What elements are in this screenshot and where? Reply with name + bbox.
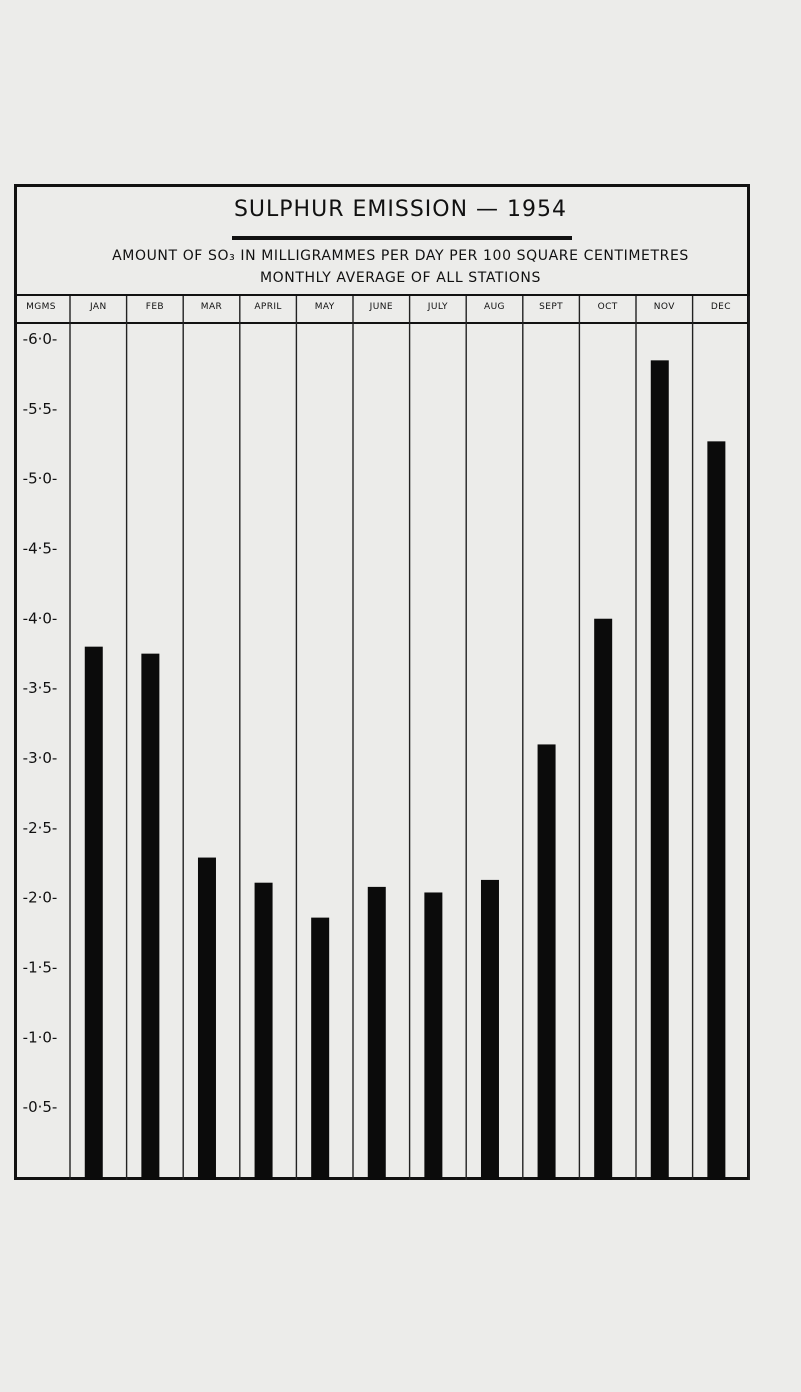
y-tick-label: -2·5- xyxy=(22,818,58,837)
month-header-sept: SEPT xyxy=(539,302,564,312)
bar-aug xyxy=(481,880,499,1180)
y-tick-label: -2·0- xyxy=(22,888,58,907)
bar-april xyxy=(255,883,273,1180)
month-header-oct: OCT xyxy=(597,302,618,312)
chart-subtitle: AMOUNT OF SO₃ IN MILLIGRAMMES PER DAY PER 100 SQUARE CENTIMETRES xyxy=(112,248,689,264)
bar-dec xyxy=(707,441,725,1180)
month-header-dec: DEC xyxy=(710,302,731,312)
month-header-aug: AUG xyxy=(484,302,505,312)
month-header-jan: JAN xyxy=(90,302,107,312)
chart-subtitle-2: MONTHLY AVERAGE OF ALL STATIONS xyxy=(260,270,541,286)
bar-mar xyxy=(198,858,216,1180)
month-header-june: JUNE xyxy=(369,302,393,312)
month-header-april: APRIL xyxy=(254,302,282,312)
month-header-feb: FEB xyxy=(145,302,165,312)
bar-nov xyxy=(651,360,669,1180)
y-tick-label: -5·5- xyxy=(22,399,58,418)
month-header-may: MAY xyxy=(314,302,335,312)
y-tick-label: -5·0- xyxy=(22,469,58,488)
y-tick-label: -1·0- xyxy=(22,1028,58,1047)
bar-june xyxy=(368,887,386,1180)
month-header-mar: MAR xyxy=(200,302,223,312)
y-tick-label: -0·5- xyxy=(22,1098,58,1117)
bar-may xyxy=(311,918,329,1180)
y-tick-label: -6·0- xyxy=(22,330,58,348)
y-tick-label: -3·0- xyxy=(22,749,58,767)
chart-title: SULPHUR EMISSION — 1954 xyxy=(233,197,568,222)
bar-feb xyxy=(141,654,159,1180)
bar-sept xyxy=(538,744,556,1180)
month-header-july: JULY xyxy=(427,302,448,312)
bar-july xyxy=(424,892,442,1180)
month-header-nov: NOV xyxy=(653,302,675,312)
y-tick-label: -3·5- xyxy=(22,679,58,698)
bar-oct xyxy=(594,619,612,1180)
y-axis-label: MGMS xyxy=(26,302,56,312)
y-tick-label: -1·5- xyxy=(22,958,58,977)
y-tick-label: -4·0- xyxy=(22,609,58,628)
bar-jan xyxy=(85,647,103,1180)
y-tick-label: -4·5- xyxy=(22,539,58,558)
